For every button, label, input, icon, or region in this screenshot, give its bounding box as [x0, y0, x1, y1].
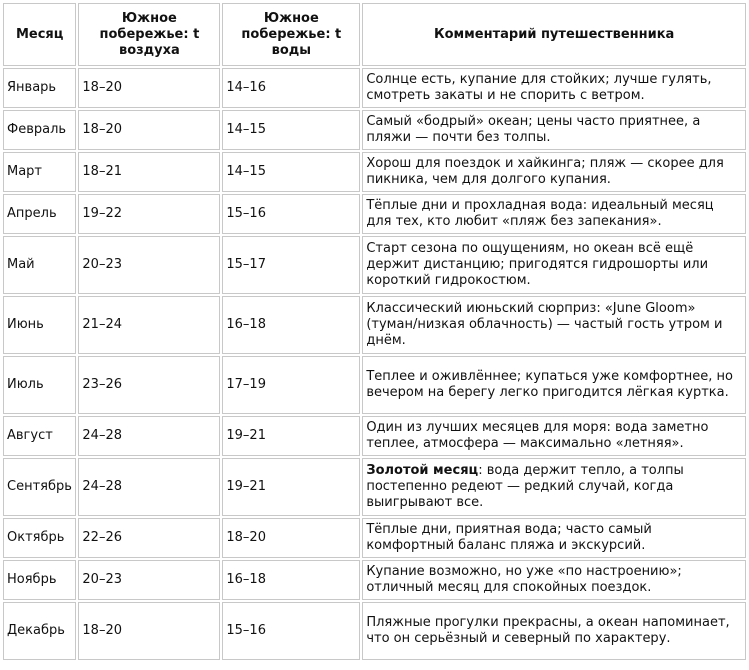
cell-comment: Классический июньский сюрприз: «June Gloom» (туман/низкая облачность) — частый гость утром и днём. [362, 296, 746, 354]
highlight-golden-month: Золотой месяц [366, 463, 479, 478]
cell-water-temp: 15–17 [222, 236, 360, 294]
cell-comment: Пляжные прогулки прекрасны, а океан напоминает, что он серьёзный и северный по характеру. [362, 602, 746, 660]
cell-month: Май [3, 236, 76, 294]
cell-month: Сентябрь [3, 458, 76, 516]
cell-comment: Самый «бодрый» океан; цены часто приятнее, а пляжи — почти без толпы. [362, 110, 746, 150]
cell-comment: Купание возможно, но уже «по настроению»; отличный месяц для спокойных поездок. [362, 560, 746, 600]
table-header-row [3, 3, 746, 66]
cell-comment: Тёплые дни и прохладная вода: идеальный месяц для тех, кто любит «пляж без запекания». [362, 194, 746, 234]
cell-water-temp: 16–18 [222, 560, 360, 600]
table-row [3, 560, 746, 600]
cell-water-temp: 16–18 [222, 296, 360, 354]
cell-water-temp: 14–15 [222, 152, 360, 192]
cell-comment: Солнце есть, купание для стойких; лучше гулять, смотреть закаты и не спорить с ветром. [362, 68, 746, 108]
climate-table [1, 1, 748, 662]
cell-month: Октябрь [3, 518, 76, 558]
cell-comment: Один из лучших месяцев для моря: вода заметно теплее, атмосфера — максимально «летняя». [362, 416, 746, 456]
cell-water-temp: 14–15 [222, 110, 360, 150]
cell-water-temp: 19–21 [222, 458, 360, 516]
cell-air-temp: 18–21 [78, 152, 220, 192]
cell-month: Апрель [3, 194, 76, 234]
cell-comment: Старт сезона по ощущениям, но океан всё ещё держит дистанцию; пригодятся гидрошорты или короткий гидрокостюм. [362, 236, 746, 294]
cell-comment [362, 458, 746, 516]
cell-water-temp: 15–16 [222, 194, 360, 234]
cell-water-temp: 14–16 [222, 68, 360, 108]
cell-month: Февраль [3, 110, 76, 150]
cell-air-temp: 21–24 [78, 296, 220, 354]
table-row [3, 296, 746, 354]
header-air-temp: Южное побережье: t воздуха [78, 3, 220, 66]
table-row [3, 356, 746, 414]
table-row [3, 236, 746, 294]
table-row [3, 194, 746, 234]
comment-text: : вода держит тепло, а толпы постепенно редеют — редкий случай, когда выигрывают все. [366, 463, 684, 510]
cell-month: Июль [3, 356, 76, 414]
header-month: Месяц [3, 3, 76, 66]
cell-air-temp: 24–28 [78, 458, 220, 516]
cell-comment: Хорош для поездок и хайкинга; пляж — скорее для пикника, чем для долгого купания. [362, 152, 746, 192]
table-row [3, 518, 746, 558]
header-comment: Комментарий путешественника [362, 3, 746, 66]
cell-month: Декабрь [3, 602, 76, 660]
cell-air-temp: 20–23 [78, 236, 220, 294]
cell-water-temp: 19–21 [222, 416, 360, 456]
table-row [3, 458, 746, 516]
cell-water-temp: 15–16 [222, 602, 360, 660]
cell-month: Январь [3, 68, 76, 108]
table-row [3, 152, 746, 192]
cell-water-temp: 18–20 [222, 518, 360, 558]
table-row [3, 416, 746, 456]
header-water-temp: Южное побережье: t воды [222, 3, 360, 66]
cell-comment: Тёплые дни, приятная вода; часто самый комфортный баланс пляжа и экскурсий. [362, 518, 746, 558]
cell-air-temp: 19–22 [78, 194, 220, 234]
cell-comment: Теплее и оживлённее; купаться уже комфортнее, но вечером на берегу легко пригодится лёгкая куртка. [362, 356, 746, 414]
cell-air-temp: 18–20 [78, 68, 220, 108]
cell-air-temp: 18–20 [78, 602, 220, 660]
cell-month: Август [3, 416, 76, 456]
cell-air-temp: 18–20 [78, 110, 220, 150]
cell-month: Март [3, 152, 76, 192]
cell-month: Ноябрь [3, 560, 76, 600]
cell-air-temp: 22–26 [78, 518, 220, 558]
cell-month: Июнь [3, 296, 76, 354]
cell-water-temp: 17–19 [222, 356, 360, 414]
table-row [3, 68, 746, 108]
cell-air-temp: 23–26 [78, 356, 220, 414]
table-row [3, 602, 746, 660]
cell-air-temp: 20–23 [78, 560, 220, 600]
cell-air-temp: 24–28 [78, 416, 220, 456]
table-row [3, 110, 746, 150]
